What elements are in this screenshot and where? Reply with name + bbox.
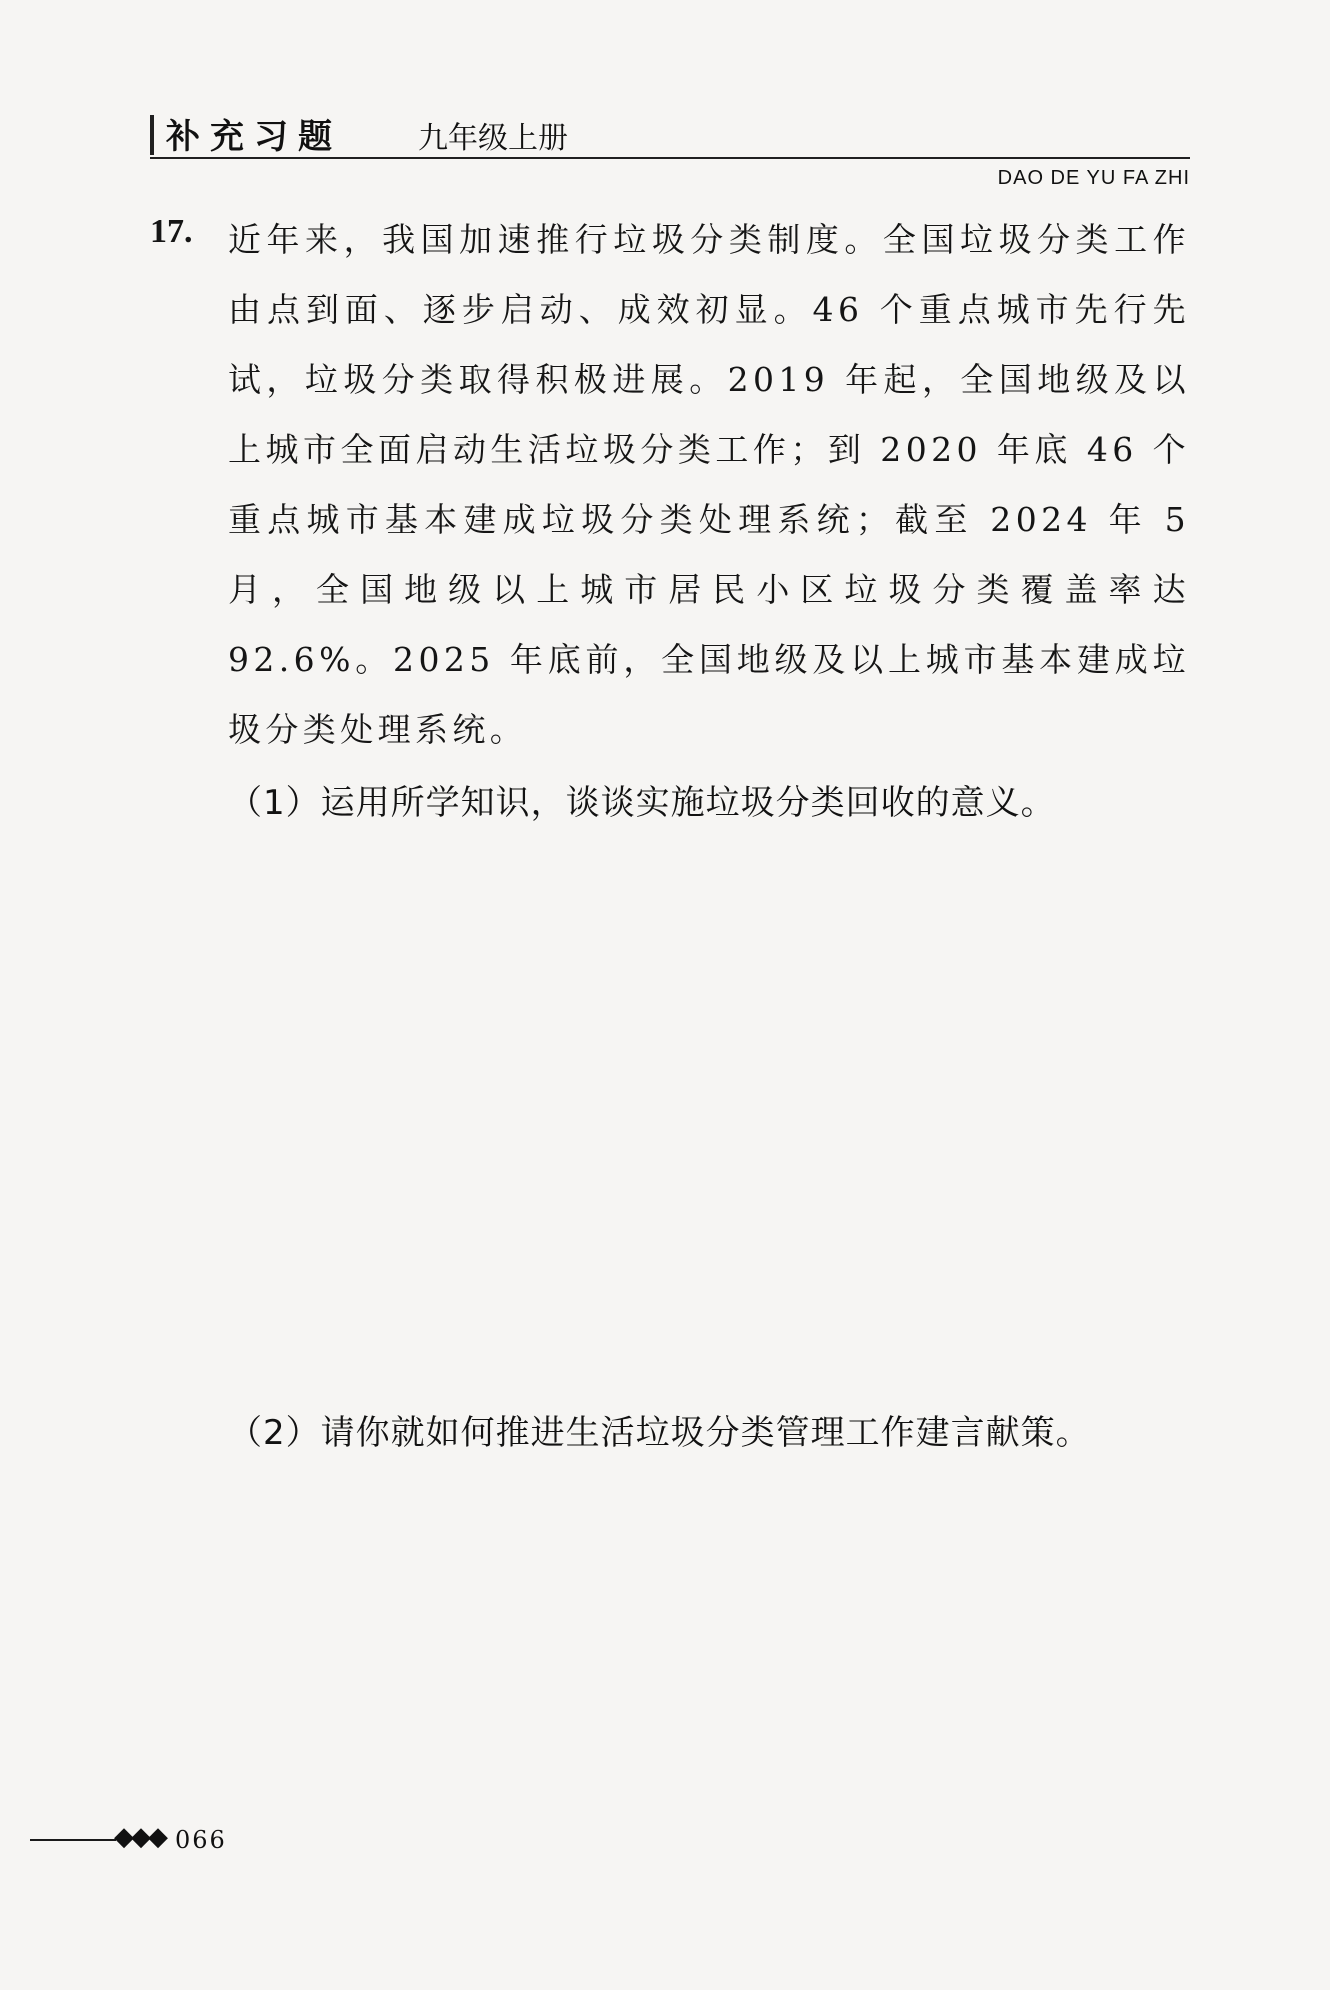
sub-question-2: （2）请你就如何推进生活垃圾分类管理工作建言献策。: [228, 1413, 1091, 1453]
page-footer: [30, 1820, 330, 1860]
question-number: 17.: [150, 213, 193, 250]
page-header: [150, 105, 1190, 189]
sub-question-1: （1）运用所学知识，谈谈实施垃圾分类回收的意义。: [228, 783, 1056, 823]
page-number: 066: [175, 1826, 227, 1854]
diamond-ornament-icon: ◆◆◆: [114, 1822, 165, 1852]
question-stem: 近年来，我国加速推行垃圾分类制度。全国垃圾分类工作由点到面、逐步启动、成效初显。46 个重点城市先行先试，垃圾分类取得积极进展。2019 年起，全国地级及以上城市全面启动生活垃圾分类工作；到 2020 年底 46 个重点城市基本建成垃圾分类处理系统；截至 2024 年 5 月，全国地级以上城市居民小区垃圾分类覆盖率达 92.6%。2025 年底前，全国地级及以上城市基本建成垃圾分类处理系统。: [228, 220, 1190, 749]
book-logo: 补充习题: [166, 117, 342, 157]
grade-label: 九年级上册: [418, 121, 568, 156]
header-left-rule: [150, 115, 154, 155]
subject-pinyin: DAO DE YU FA ZHI: [997, 167, 1190, 189]
header-divider: [150, 157, 1190, 159]
footer-rule: [30, 1839, 116, 1841]
